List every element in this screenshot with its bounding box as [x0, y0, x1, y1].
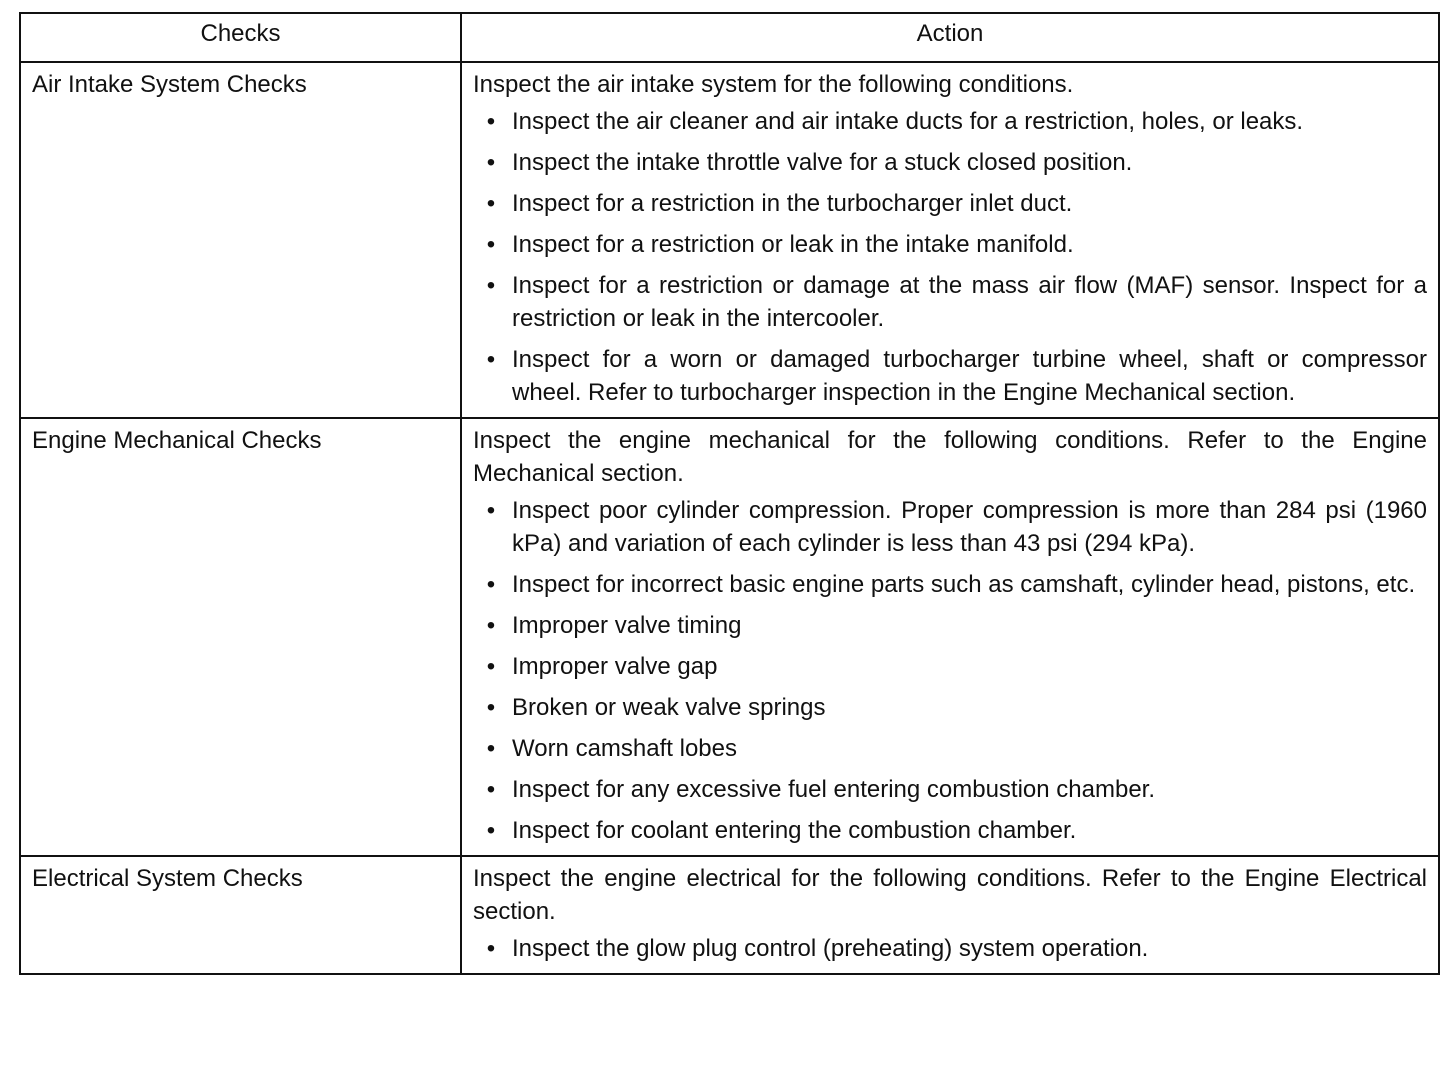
- bullet-icon: •: [486, 346, 496, 373]
- bullet-icon: •: [486, 735, 496, 762]
- list-item-text: Inspect poor cylinder compression. Proper compression is more than 284 psi (1960 kPa) and variation of each cylinder is less than 43 psi (294 kPa).: [512, 497, 1427, 557]
- bullet-icon: •: [486, 149, 496, 176]
- bullet-icon: •: [486, 612, 496, 639]
- list-item: [473, 814, 1427, 847]
- action-intro: Inspect the air intake system for the following conditions.: [473, 71, 1074, 98]
- list-item: [473, 269, 1427, 335]
- bullet-icon: •: [486, 776, 496, 803]
- list-item-text: Inspect for incorrect basic engine parts such as camshaft, cylinder head, pistons, etc.: [512, 571, 1416, 598]
- action-cell: [461, 856, 1439, 974]
- action-list: [473, 105, 1427, 409]
- list-item: [473, 146, 1427, 179]
- list-item-text: Broken or weak valve springs: [512, 694, 826, 721]
- bullet-icon: •: [486, 653, 496, 680]
- list-item-text: Inspect the glow plug control (preheating) system operation.: [512, 935, 1149, 962]
- bullet-icon: •: [486, 571, 496, 598]
- table-row: [20, 62, 1439, 418]
- list-item: [473, 228, 1427, 261]
- list-item-text: Inspect for coolant entering the combustion chamber.: [512, 817, 1077, 844]
- list-item-text: Worn camshaft lobes: [512, 735, 737, 762]
- list-item: [473, 691, 1427, 724]
- list-item: [473, 494, 1427, 560]
- list-item: [473, 187, 1427, 220]
- header-row: [20, 13, 1439, 62]
- header-checks: Checks: [20, 13, 461, 62]
- list-item: [473, 568, 1427, 601]
- bullet-icon: •: [486, 108, 496, 135]
- bullet-icon: •: [486, 694, 496, 721]
- list-item-text: Inspect the air cleaner and air intake ducts for a restriction, holes, or leaks.: [512, 108, 1304, 135]
- action-list: [473, 932, 1427, 965]
- list-item-text: Improper valve timing: [512, 612, 742, 639]
- table-row: [20, 418, 1439, 856]
- list-item: [473, 932, 1427, 965]
- check-cell: Electrical System Checks: [20, 856, 461, 974]
- header-action: Action: [461, 13, 1439, 62]
- bullet-icon: •: [486, 497, 496, 524]
- checks-table: [19, 12, 1440, 975]
- list-item-text: Inspect for a restriction or damage at the mass air flow (MAF) sensor. Inspect for a restriction or leak in the intercooler.: [512, 272, 1427, 332]
- list-item-text: Inspect the intake throttle valve for a stuck closed position.: [512, 149, 1133, 176]
- list-item: [473, 650, 1427, 683]
- list-item-text: Inspect for any excessive fuel entering combustion chamber.: [512, 776, 1156, 803]
- list-item-text: Inspect for a restriction in the turbocharger inlet duct.: [512, 190, 1073, 217]
- bullet-icon: •: [486, 272, 496, 299]
- action-cell: [461, 418, 1439, 856]
- bullet-icon: •: [486, 817, 496, 844]
- action-intro: Inspect the engine mechanical for the following conditions. Refer to the Engine Mechanical section.: [473, 427, 1427, 487]
- list-item: [473, 732, 1427, 765]
- check-cell: Air Intake System Checks: [20, 62, 461, 418]
- list-item: [473, 609, 1427, 642]
- action-intro: Inspect the engine electrical for the following conditions. Refer to the Engine Electrical section.: [473, 865, 1427, 925]
- action-cell: [461, 62, 1439, 418]
- action-list: [473, 494, 1427, 847]
- table-row: [20, 856, 1439, 974]
- check-cell: Engine Mechanical Checks: [20, 418, 461, 856]
- list-item: [473, 773, 1427, 806]
- list-item: [473, 105, 1427, 138]
- list-item-text: Inspect for a restriction or leak in the intake manifold.: [512, 231, 1074, 258]
- list-item: [473, 343, 1427, 409]
- bullet-icon: •: [486, 935, 496, 962]
- bullet-icon: •: [486, 231, 496, 258]
- bullet-icon: •: [486, 190, 496, 217]
- list-item-text: Inspect for a worn or damaged turbocharger turbine wheel, shaft or compressor wheel. Refer to turbocharger inspection in the Engine Mechanical section.: [512, 346, 1427, 406]
- list-item-text: Improper valve gap: [512, 653, 718, 680]
